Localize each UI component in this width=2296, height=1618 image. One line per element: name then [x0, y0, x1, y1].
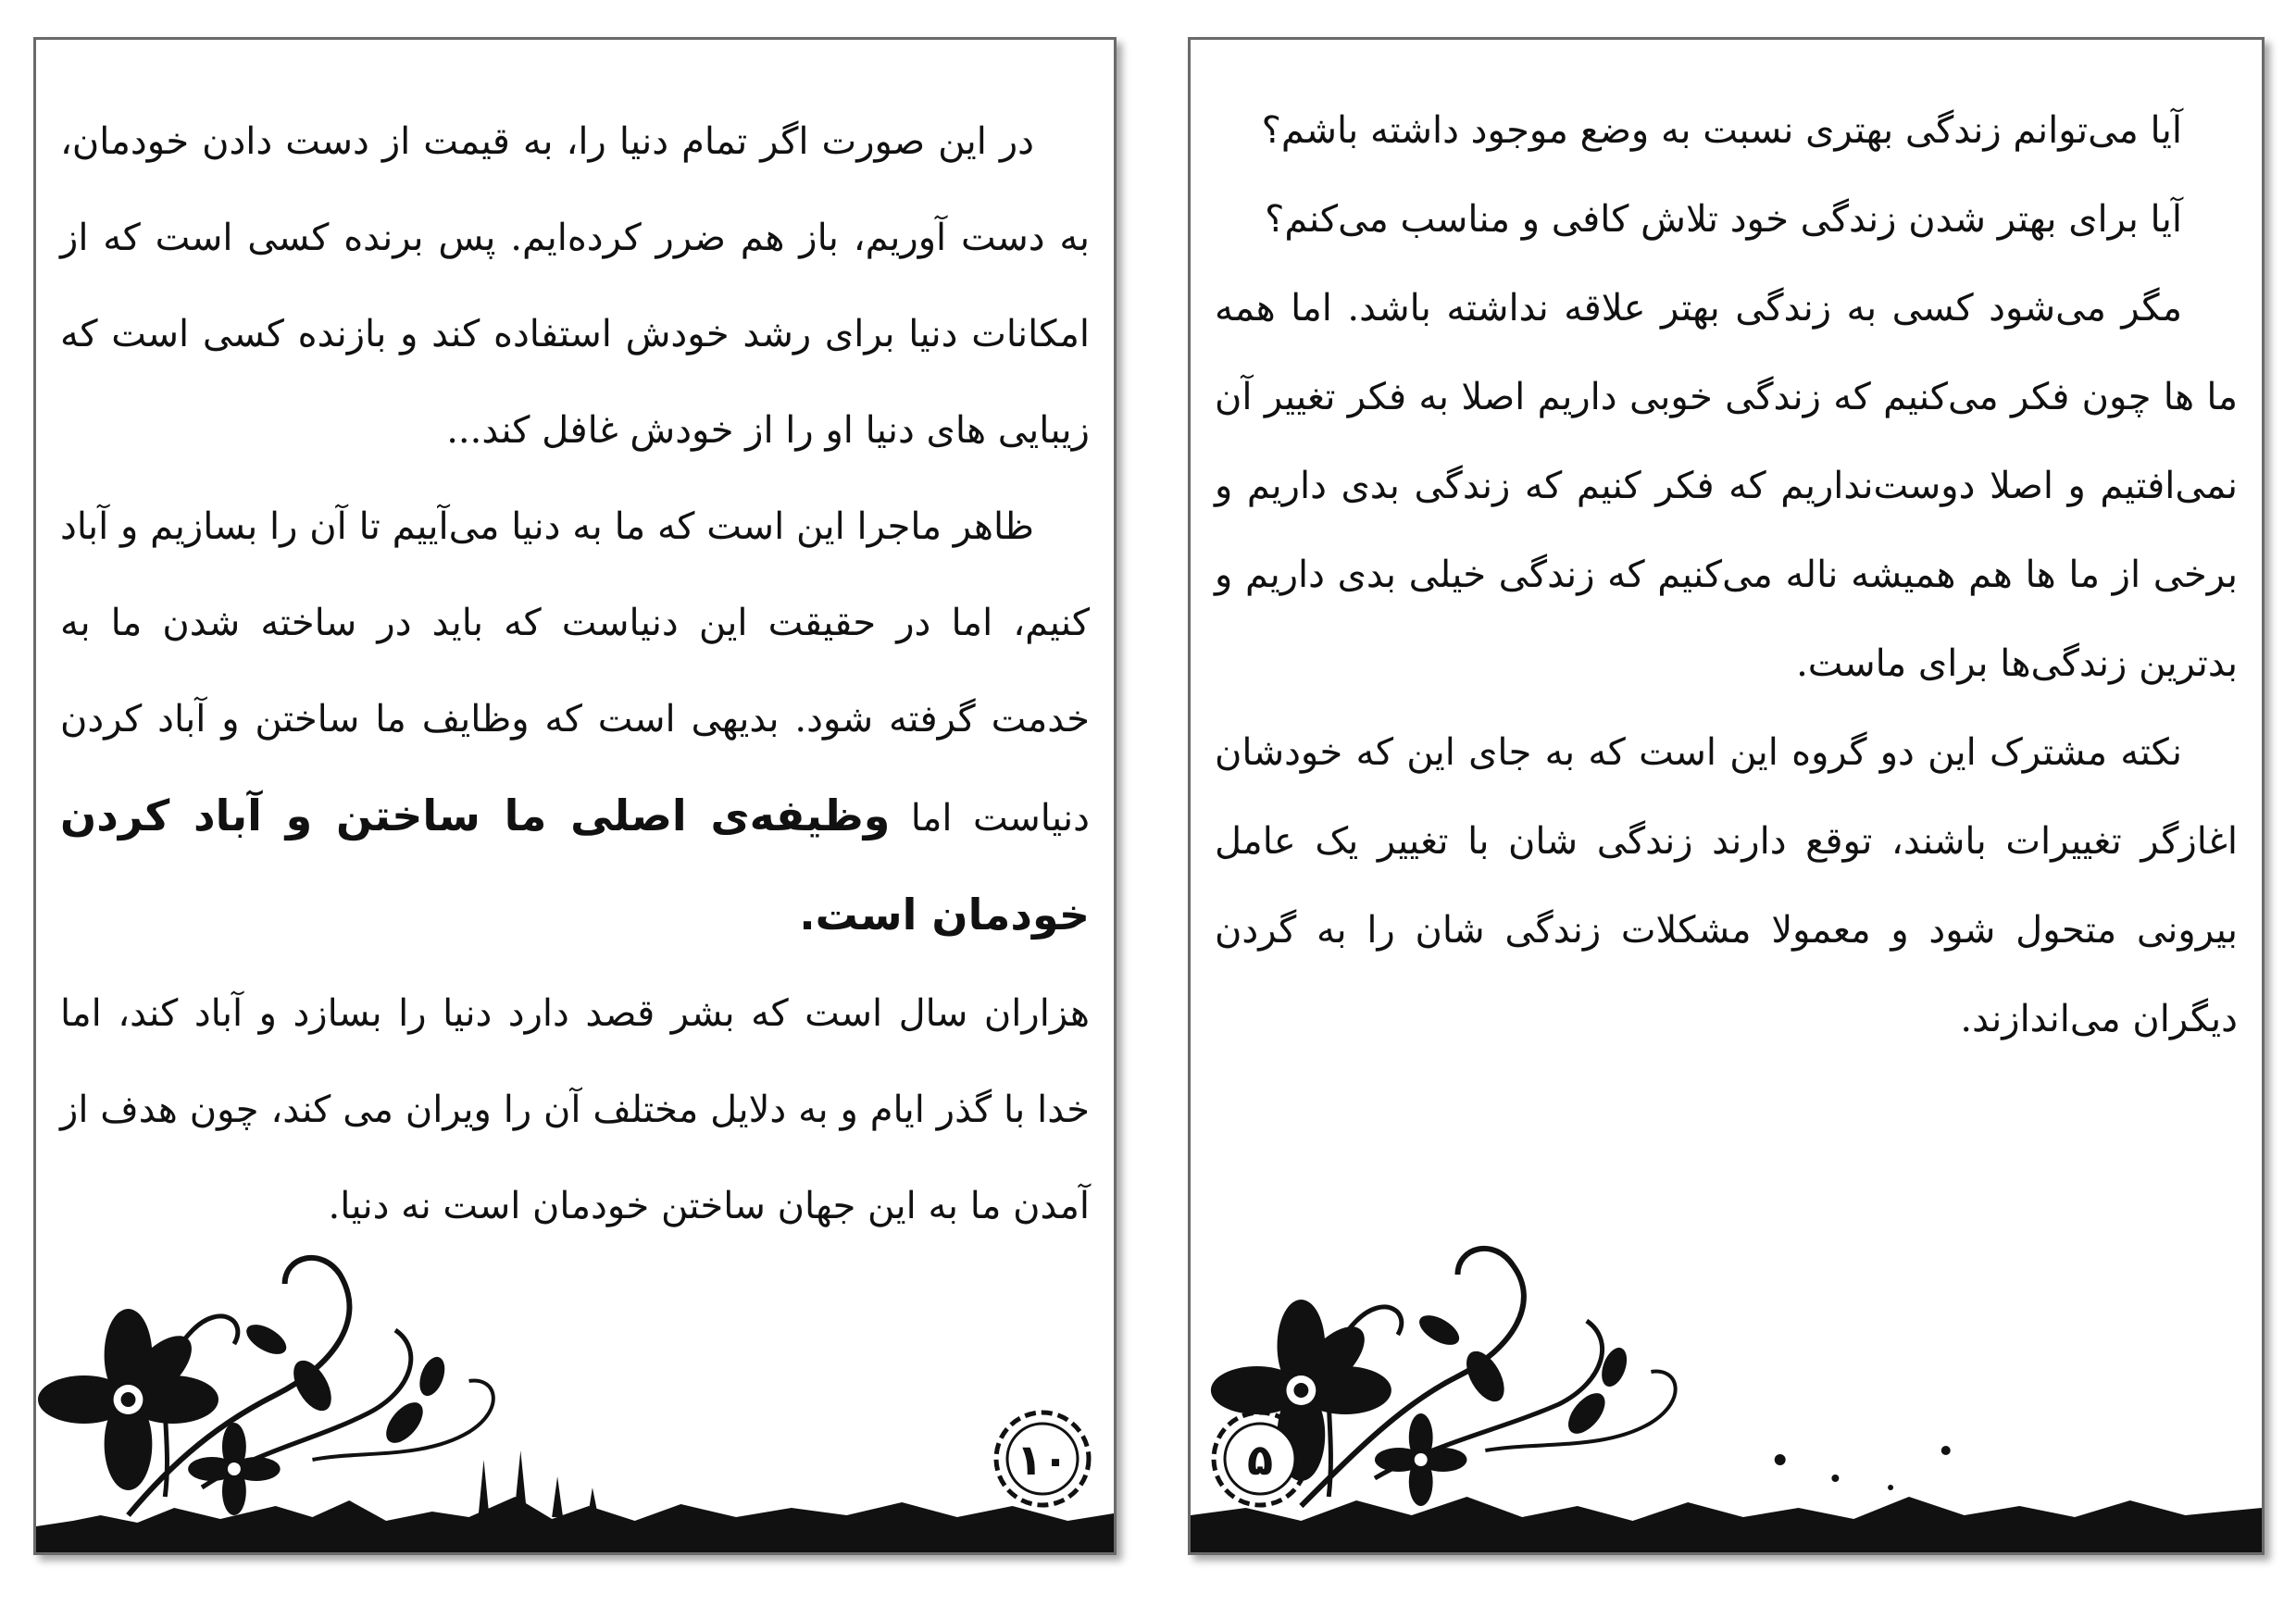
right-page-text: [1215, 86, 2238, 1064]
paragraph-text: ظاهر ماجرا این است که ما به دنیا می‌آییم تا آن را بسازیم و آباد کنیم، اما در حقیقت این دنیاست که باید در ساخته شدن ما به خدمت گرفته شود. بدیهی است که وظایف ما ساختن و آباد کردن دنیاست اما: [60, 505, 1090, 840]
paragraph: [60, 479, 1090, 965]
page-number: ۱۰: [1016, 1435, 1069, 1485]
page-number: ۵: [1246, 1435, 1274, 1485]
emphasis-text: وظیفه‌ی اصلی ما ساختن و آباد کردن خودمان است.: [60, 790, 1090, 940]
paragraph: هزاران سال است که بشر قصد دارد دنیا را بسازد و آباد کند، اما خدا با گذر ایام و به دلایل مختلف آن را ویران می کند، چون هدف از آمدن ما به این جهان ساختن خودمان است نه دنیا.: [60, 992, 1090, 1227]
page-number-badge: [1209, 1408, 1311, 1510]
right-page: [1188, 37, 2265, 1555]
floral-ornament-icon: [1191, 1182, 2262, 1552]
paragraph: نکته مشترک این دو گروه این است که به جای این که خودشان اغازگر تغییرات باشند، توقع دارند زندگی شان با تغییر یک عامل بیرونی متحول شود و معمولا مشکلات زندگی شان را به گردن دیگران می‌اندازند.: [1215, 731, 2238, 1040]
paragraph: مگر می‌شود کسی به زندگی بهتر علاقه نداشته باشد. اما همه ما ها چون فکر می‌کنیم که زندگی خوبی داریم اصلا به فکر تغییر آن نمی‌افتیم و اصلا دوست‌نداریم که فکر کنیم که زندگی بدی داریم و برخی از ما ها هم همیشه ناله می‌کنیم که زندگی خیلی بدی داریم و بدترین زندگی‌ها برای ماست.: [1215, 287, 2238, 685]
left-page-text: [60, 93, 1090, 1254]
paragraph: آیا برای بهتر شدن زندگی خود تلاش کافی و مناسب می‌کنم؟: [1265, 198, 2182, 241]
paragraph: در این صورت اگر تمام دنیا را، به قیمت از دست دادن خودمان، به دست آوریم، باز هم ضرر کرده‌ایم. پس برنده کسی است که از امکانات دنیا برای رشد خودش استفاده کند و بازنده کسی است که زیبایی های دنیا او را از خودش غافل کند...: [60, 120, 1090, 452]
page-number-badge: [992, 1408, 1093, 1510]
floral-ornament-icon: [36, 1182, 1114, 1552]
left-page: [33, 37, 1117, 1555]
paragraph: آیا می‌توانم زندگی بهتری نسبت به وضع موجود داشته باشم؟: [1261, 109, 2182, 152]
